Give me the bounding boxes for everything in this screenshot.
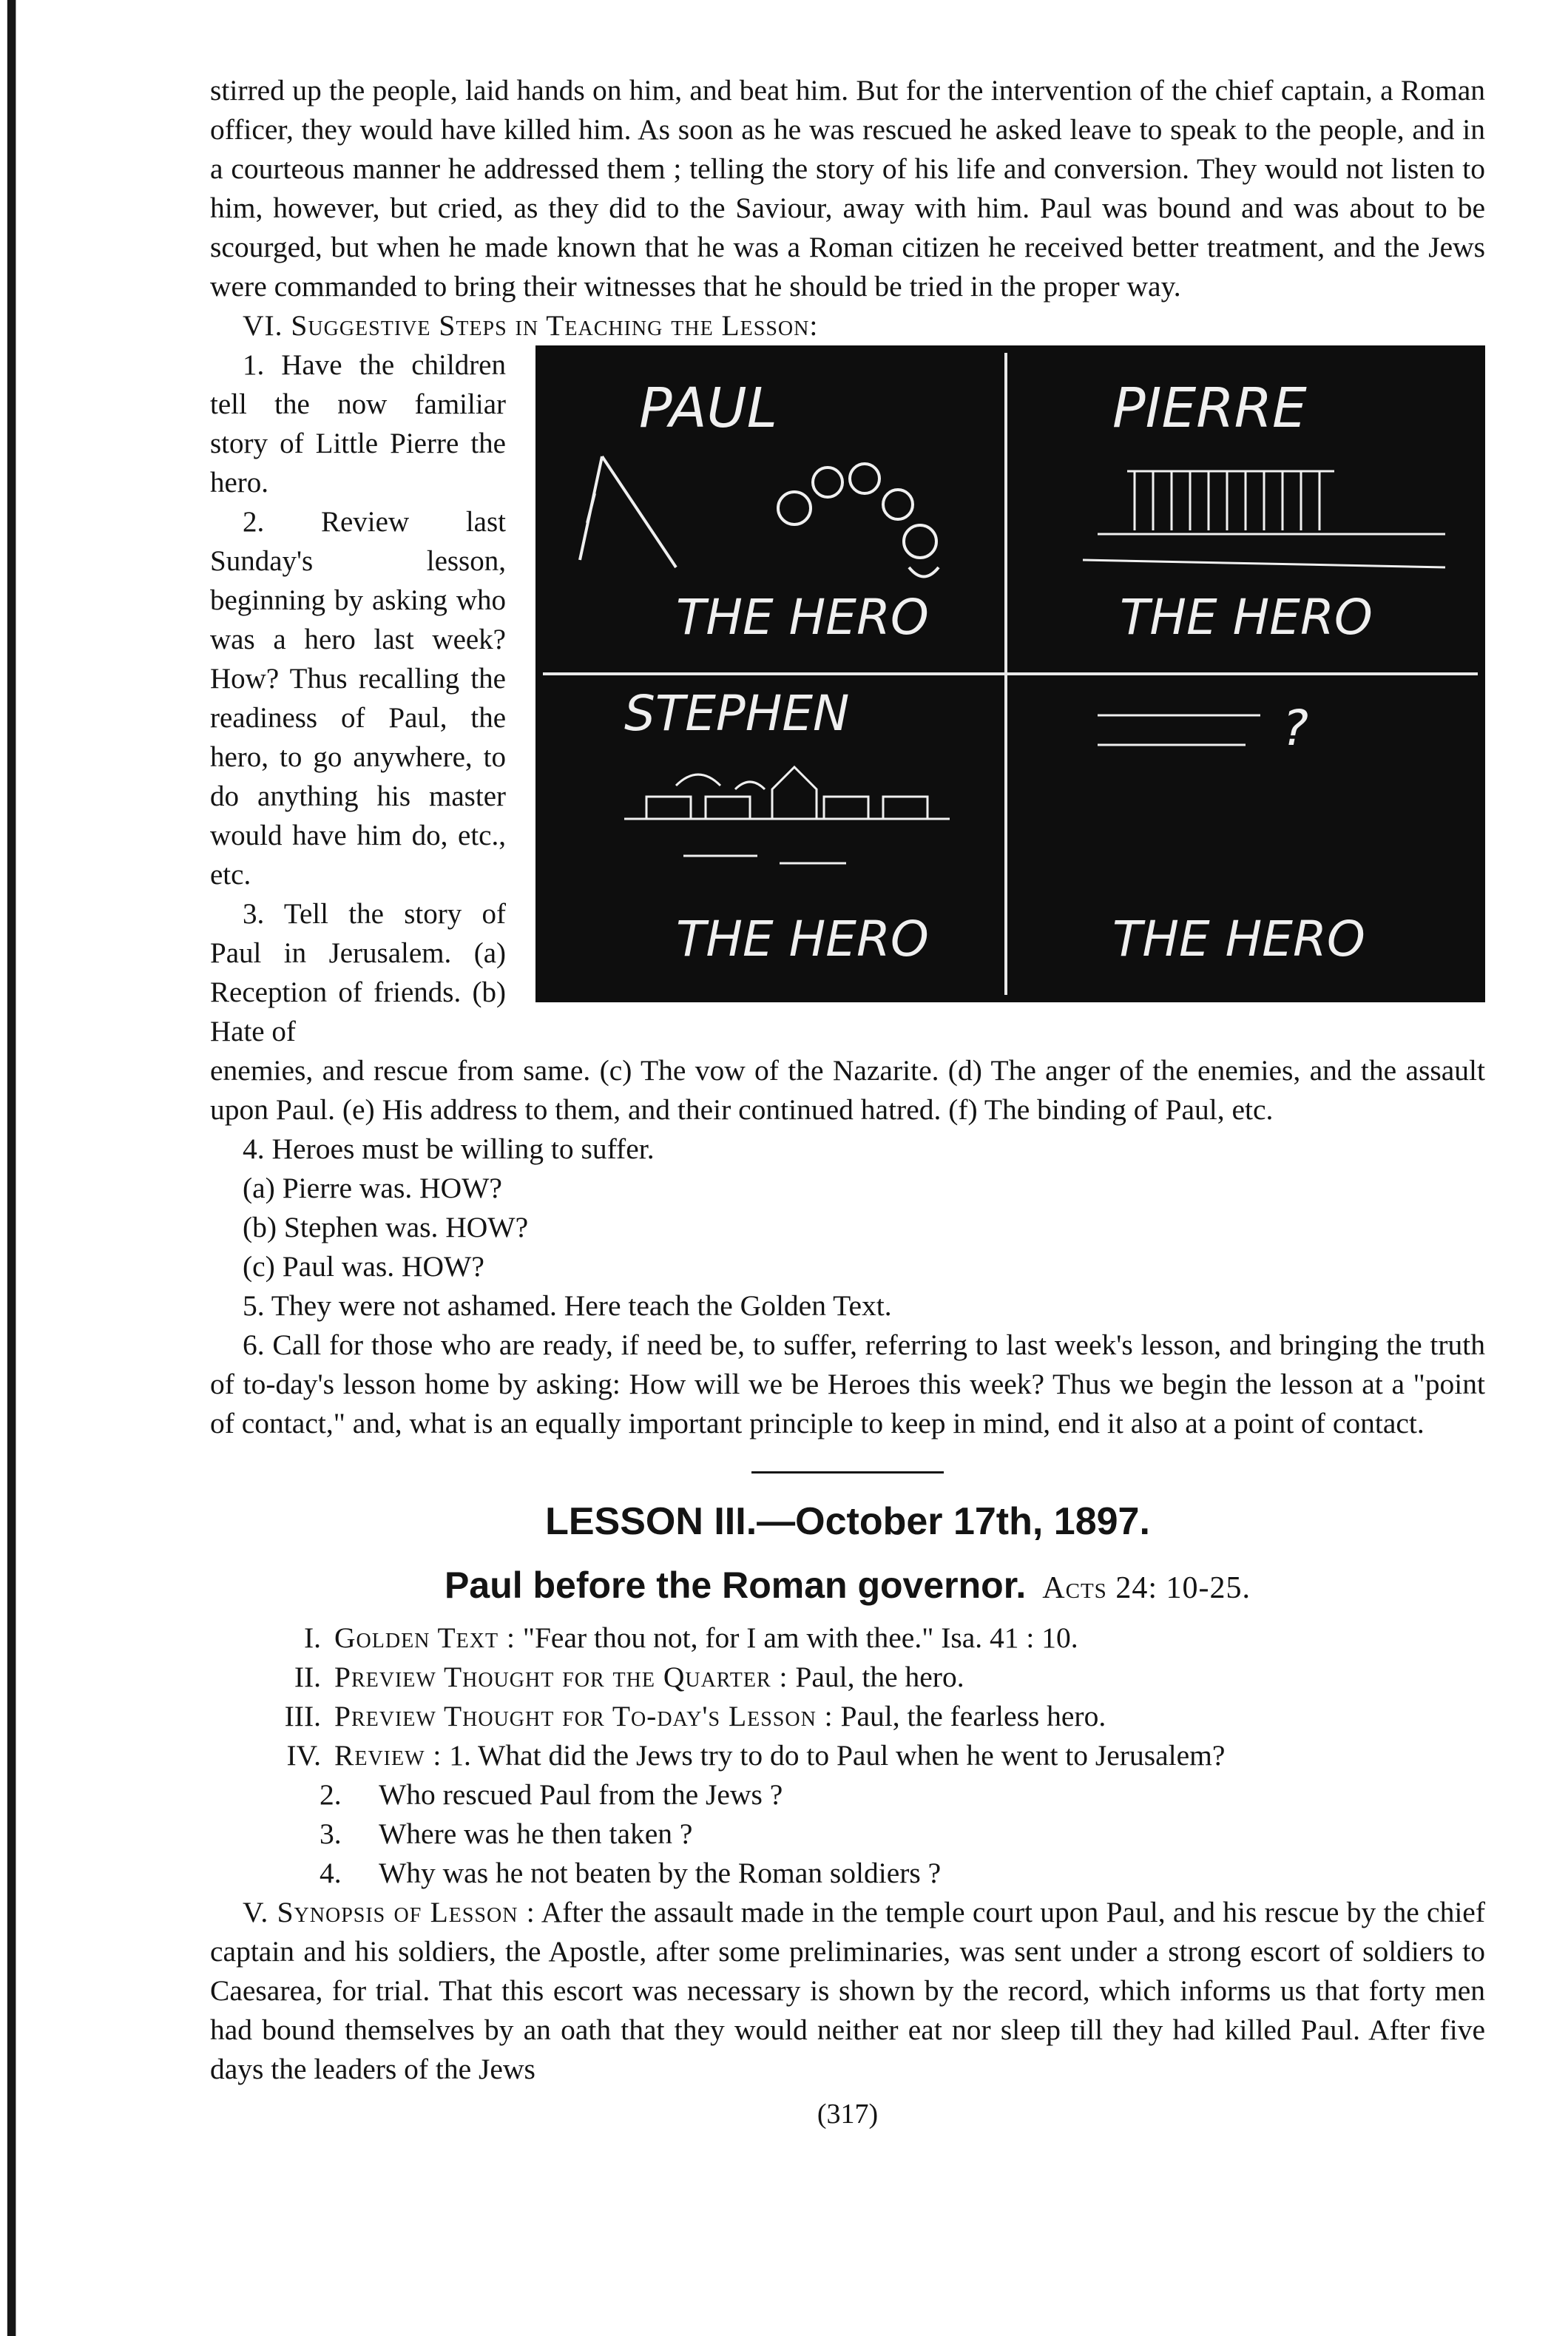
step-1: 1. Have the children tell the now familiar story of Little Pierre the hero.: [210, 349, 506, 499]
blackboard-drawing: [535, 345, 1485, 1002]
book-spine-edge: [0, 0, 25, 2336]
cell-stephen-name: STEPHEN: [624, 685, 850, 742]
step-3-continuation: enemies, and rescue from same. (c) The vow of the Nazarite. (d) The anger of the enemies, and the assault upon Paul. (e) His address to them, and their continued hatred. (f) The binding of Paul, etc.: [210, 1054, 1485, 1126]
item-number: III.: [284, 1700, 321, 1732]
top-paragraph: stirred up the people, laid hands on him, and beat him. But for the intervention of the chief captain, a Roman officer, they would have killed him. As soon as he was rescued he asked leave to speak to the people, and in a courteous manner he addressed them ; telling the story of his life and conversion. They would not listen to him, however, but cried, as they did to the Saviour, away with him. Paul was bound and was about to be scourged, but when he made known that he was a Roman citizen he received better treatment, and the Jews were commanded to bring their witnesses that he should be tried in the proper way.: [210, 74, 1485, 303]
cell-unknown-caption: THE HERO: [1112, 911, 1365, 968]
page-number: (317): [817, 2099, 879, 2130]
city-wall-icon: [624, 767, 950, 863]
item-number: I.: [303, 1621, 321, 1654]
item-label: Preview Thought for To-day's Lesson :: [334, 1700, 834, 1732]
lesson-item-2: [210, 1658, 1485, 1697]
question-text: Why was he not beaten by the Roman soldiers ?: [379, 1857, 942, 1889]
item-text: Paul, the hero.: [795, 1661, 964, 1693]
review-question-3: [210, 1815, 1485, 1854]
synopsis-label: V. Synopsis of Lesson :: [243, 1896, 535, 1928]
step-4b: (b) Stephen was. HOW?: [243, 1211, 529, 1243]
question-text: Where was he then taken ?: [379, 1817, 693, 1850]
lesson-item-4: [210, 1736, 1485, 1775]
lesson-subtitle: [210, 1564, 1485, 1607]
item-number: II.: [294, 1661, 321, 1693]
cell-paul-caption: THE HERO: [676, 589, 929, 646]
lesson-reference: Acts 24: 10-25.: [1042, 1571, 1251, 1605]
step-6: 6. Call for those who are ready, if need be, to suffer, referring to last week's lesson, and bringing the truth of to-day's lesson home by asking: How will we be Heroes this week? Thus we begin the lesson at a "point of contact," and, what is an equally important principle to keep in mind, end it also at a point of contact.: [210, 1329, 1485, 1439]
step-3: 3. Tell the story of Paul in Jerusalem. (a) Reception of friends. (b) Hate of: [210, 898, 506, 1047]
chains-icon: [580, 456, 939, 577]
synopsis-paragraph: [210, 1893, 1485, 2089]
synopsis-text: After the assault made in the temple court upon Paul, and his rescue by the chief captain and his soldiers, the Apostle, after some preliminaries, was sent under a strong escort of soldiers to Caesarea, for trial. That this escort was necessary is shown by the record, which informs us that forty men had bound themselves by an oath that they would neither eat nor sleep till they had killed Paul. After five days the leaders of the Jews: [210, 1896, 1485, 2085]
cell-stephen-caption: THE HERO: [676, 911, 929, 968]
lesson-heading: LESSON III.—October 17th, 1897.: [545, 1500, 1150, 1543]
question-number: 4.: [320, 1857, 342, 1889]
item-label: Golden Text :: [334, 1621, 516, 1654]
dyke-fence-icon: [1083, 471, 1445, 567]
item-text: "Fear thou not, for I am with thee." Isa. 41 : 10.: [522, 1621, 1078, 1654]
lesson-item-3: [210, 1697, 1485, 1736]
question-number: 2.: [320, 1778, 342, 1811]
step-4c: (c) Paul was. HOW?: [243, 1250, 484, 1283]
item-label: Review :: [334, 1739, 442, 1772]
section-divider: [751, 1471, 944, 1473]
item-text: 1. What did the Jews try to do to Paul when he went to Jerusalem?: [449, 1739, 1226, 1772]
cell-unknown-name: ?: [1283, 700, 1309, 757]
step-2: 2. Review last Sunday's lesson, beginning by asking who was a hero last week? How? Thus recalling the readiness of Paul, the hero, to go anywhere, to do anything his master would have him do, etc., etc.: [210, 506, 506, 891]
steps-with-blackboard: [210, 345, 1485, 1051]
blank-lines-icon: [1098, 715, 1260, 745]
lesson-title: Paul before the Roman governor.: [445, 1564, 1027, 1606]
step-5: 5. They were not ashamed. Here teach the Golden Text.: [243, 1289, 892, 1322]
cell-pierre-caption: THE HERO: [1120, 589, 1373, 646]
item-text: Paul, the fearless hero.: [840, 1700, 1106, 1732]
blackboard-illustration: [535, 345, 1485, 1002]
cell-pierre-name: PIERRE: [1112, 377, 1307, 440]
question-text: Who rescued Paul from the Jews ?: [379, 1778, 783, 1811]
left-column: [210, 345, 506, 1051]
review-question-2: [210, 1775, 1485, 1815]
page-content: [210, 71, 1485, 2130]
step-4: 4. Heroes must be willing to suffer.: [243, 1132, 655, 1165]
step-4a: (a) Pierre was. HOW?: [243, 1172, 502, 1204]
review-question-4: [210, 1854, 1485, 1893]
question-number: 3.: [320, 1817, 342, 1850]
item-number: IV.: [286, 1739, 321, 1772]
section-6-heading: VI. Suggestive Steps in Teaching the Lesson:: [243, 309, 819, 342]
item-label: Preview Thought for the Quarter :: [334, 1661, 788, 1693]
lesson-item-1: [210, 1618, 1485, 1658]
cell-paul-name: PAUL: [639, 377, 777, 440]
